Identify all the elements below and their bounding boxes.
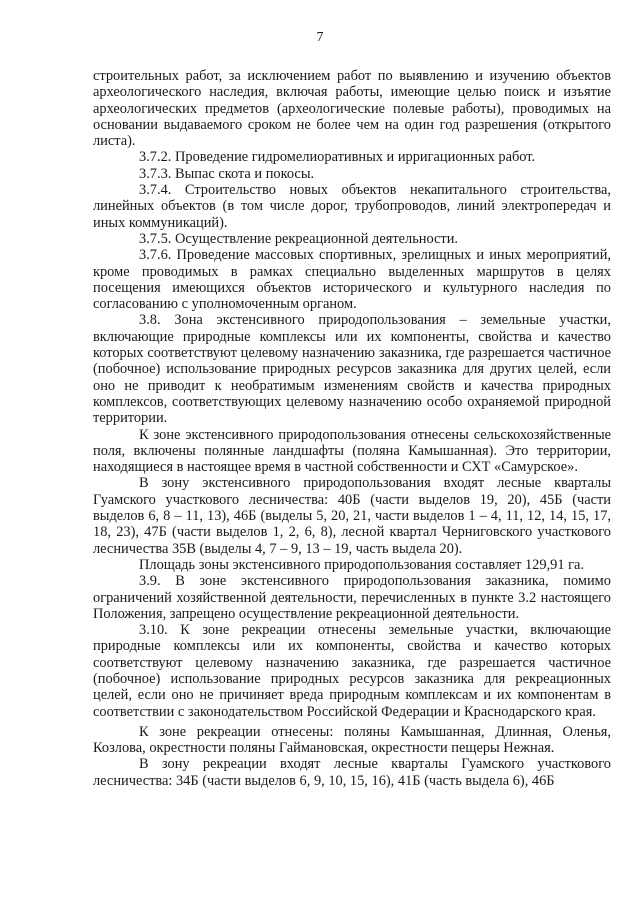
paragraph-extensive-zone-lands: К зоне экстенсивного природопользования отнесены сельскохозяйственные поля, включены полянные ландшафты (поляна Камышанная). Это территории, находящиеся в настоящее время в частной собственности и СХТ «Самурское». (93, 426, 611, 476)
paragraph-extensive-zone-quarters: В зону экстенсивного природопользования входят лесные кварталы Гуамского участкового лесничества: 40Б (части выделов 19, 20), 45Б (части выделов 6, 8 – 11, 13), 46Б (выделы 5, 20, 21, части выделов 1 – 4, 11, 12, 14, 15, 17, 18, 23), 47Б (части выделов 1, 2, 6, 8), лесной квартал Черниговского участкового лесничества 35В (выделы 4, 7 – 9, 13 – 19, часть выдела 20). (93, 475, 611, 557)
paragraph-3-7-6: 3.7.6. Проведение массовых спортивных, зрелищных и иных мероприятий, кроме проводимых в рамках специально выделенных маршрутов в целях посещения имеющихся объектов исторического и культурного наследия по согласованию с уполномоченным органом. (93, 247, 611, 313)
page-number: 7 (316, 30, 324, 45)
paragraph-3-7-2: 3.7.2. Проведение гидромелиоративных и ирригационных работ. (139, 149, 536, 166)
paragraph-3-8: 3.8. Зона экстенсивного природопользования – земельные участки, включающие природные комплексы или их компоненты, свойства и качество которых соответствуют целевому назначению заказника, где разрешается частичное (побочное) использование природных ресурсов заказника для других целей, если оно не приводит к необратимым изменениям свойств и качества природных комплексов, соответствующих целевому назначению особо охраняемой природной территории. (93, 312, 611, 427)
paragraph-3-7-5: 3.7.5. Осуществление рекреационной деятельности. (139, 230, 459, 247)
paragraph-3-7-4: 3.7.4. Строительство новых объектов некапитального строительства, линейных объектов (в том числе дорог, трубопроводов, линий электропередач и иных коммуникаций). (93, 182, 611, 231)
paragraph-3-9: 3.9. В зоне экстенсивного природопользования заказника, помимо ограничений хозяйственной деятельности, перечисленных в пункте 3.2 настоящего Положения, запрещено осуществление рекреационной деятельности. (93, 573, 611, 622)
document-body (93, 68, 611, 789)
paragraph-extensive-zone-area: Площадь зоны экстенсивного природопользования составляет 129,91 га. (139, 556, 585, 573)
paragraph-3-10: 3.10. К зоне рекреации отнесены земельные участки, включающие природные комплексы или их компоненты, свойства и качество которых соответствуют целевому назначению заказника, где разрешается частичное (побочное) использование природных ресурсов заказника для рекреационных целей, если оно не причиняет вреда природным комплексам и их компонентам в соответствии с законодательством Российской Федерации и Краснодарского края. (93, 622, 611, 720)
paragraph-recreation-zone-lands: К зоне рекреации отнесены: поляны Камышанная, Длинная, Оленья, Козлова, окрестности поляны Гаймановская, окрестности пещеры Нежная. (93, 723, 611, 757)
paragraph-3-7-3: 3.7.3. Выпас скота и покосы. (139, 165, 315, 182)
paragraph-recreation-zone-quarters: В зону рекреации входят лесные кварталы Гуамского участкового лесничества: 34Б (части выделов 6, 9, 10, 15, 16), 41Б (часть выдела 6), 46Б (93, 756, 611, 789)
paragraph-continuation: строительных работ, за исключением работ по выявлению и изучению объектов археологического наследия, включая работы, имеющие целью поиск и изъятие археологических предметов (археологические полевые работы), проводимых на основании выдаваемого сроком не более чем на один год разрешения (открытого листа). (93, 68, 611, 150)
